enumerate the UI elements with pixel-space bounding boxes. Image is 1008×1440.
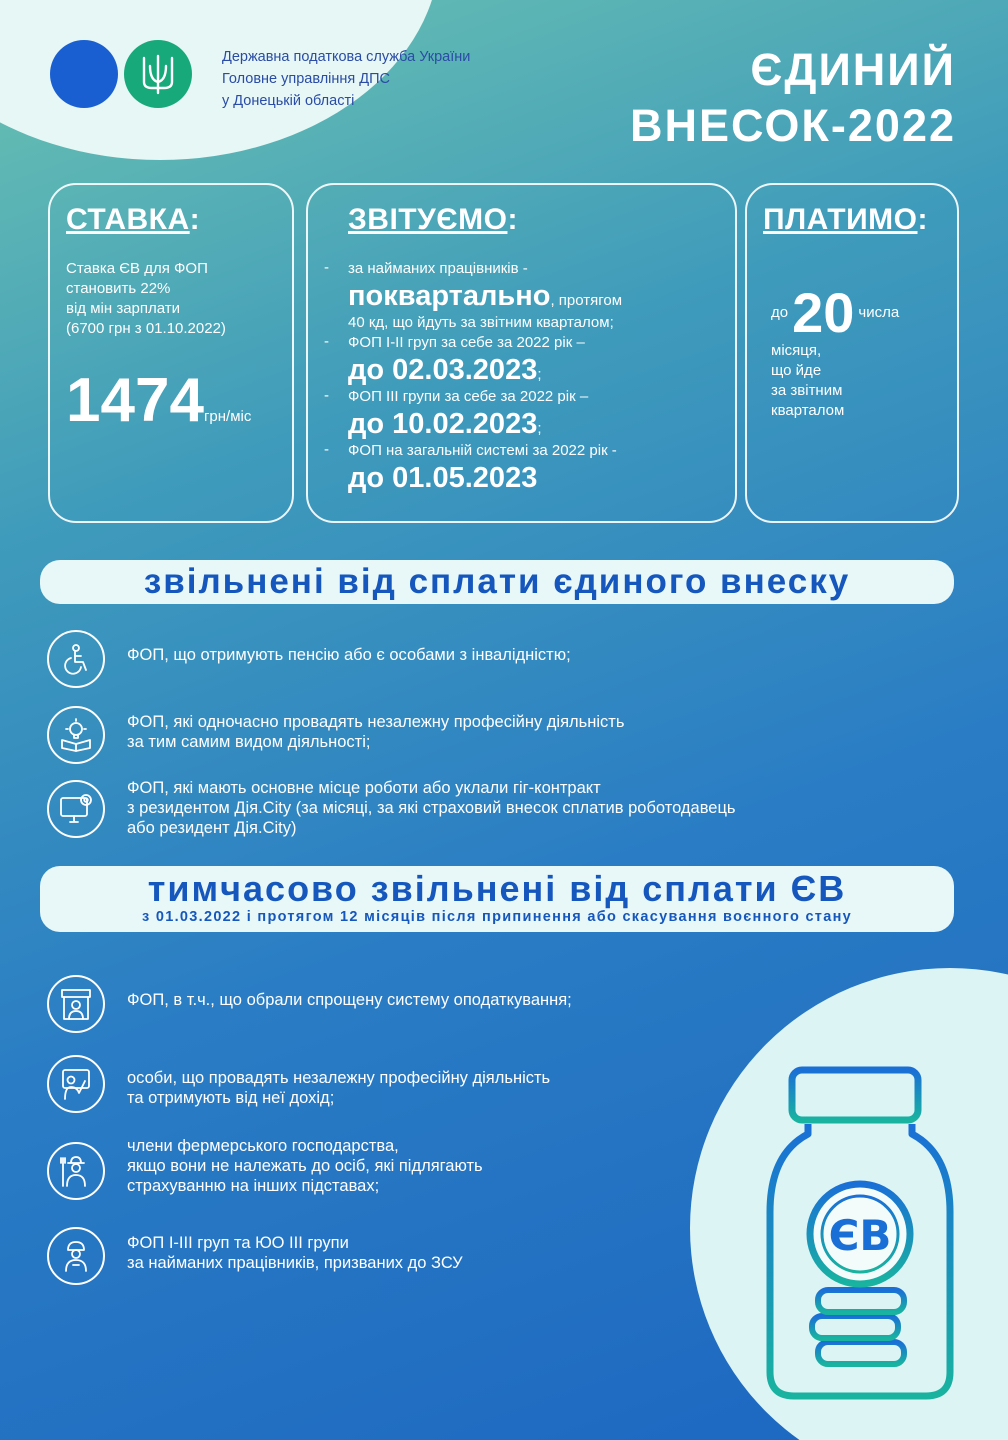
report-deadline: до 02.03.2023 [348,354,538,386]
rate-text-line: (6700 грн з 01.10.2022) [66,320,226,337]
temp-item-text [127,990,572,1010]
temp-item-text [127,1136,483,1196]
item-line: з резидентом Дія.City (за місяці, за які страховий внесок сплатив роботодавець [127,799,736,817]
title-line: ВНЕСОК-2022 [630,100,956,151]
report-heading: ЗВІТУЄМО: [348,203,518,236]
pay-text-line: кварталом [771,402,845,419]
pay-heading: ПЛАТИМО: [763,203,928,236]
page-title [630,42,956,154]
item-line: члени фермерського господарства, [127,1137,399,1155]
pay-day-number: 20 [792,281,855,344]
item-line: ФОП, в т.ч., що обрали спрощену систему оподаткування; [127,991,572,1009]
item-line: ФОП, які мають основне місце роботи або уклали гіг-контракт [127,779,601,797]
teacher-icon [47,1055,105,1113]
item-line: якщо вони не належать до осіб, які підлягають [127,1157,483,1175]
item-line: ФОП, що отримують пенсію або є особами з інвалідністю; [127,646,571,664]
organization-name [222,46,470,112]
temp-exempt-banner [40,866,954,932]
item-line: ФОП, які одночасно провадять незалежну професійну діяльність [127,713,625,731]
pay-text-line: місяця, [771,342,822,359]
bullet-dash: - [324,387,329,404]
item-line: або резидент Дія.City) [127,819,297,837]
pay-pre: до [771,303,789,321]
title-line: ЄДИНИЙ [750,44,956,95]
report-item [324,333,724,387]
report-deadline: до 10.02.2023 [348,408,538,440]
shop-icon [47,975,105,1033]
rate-text-line: становить 22% [66,280,171,297]
bullet-dash: - [324,333,329,350]
report-text: ; [537,366,542,383]
report-text: ФОП на загальній системі за 2022 рік - [348,442,617,459]
bullet-dash: - [324,441,329,458]
temp-item-text [127,1068,550,1108]
report-item [324,441,724,495]
exempt-item-text [127,778,736,838]
logo-blue-circle [50,40,118,108]
rate-text-line: Ставка ЄВ для ФОП [66,260,208,277]
report-text: ФОП III групи за себе за 2022 рік – [348,388,589,405]
report-text: ; [537,420,542,437]
exempt-item-text [127,645,571,665]
farmer-icon [47,1142,105,1200]
pay-post: числа [858,303,900,321]
pay-card [745,183,959,523]
rate-heading: СТАВКА: [66,203,201,236]
report-text: ФОП I-II груп за себе за 2022 рік – [348,334,585,351]
report-emphasis: поквартально [348,280,551,312]
bullet-dash: - [324,259,329,276]
book-idea-icon [47,706,105,764]
rate-text-line: від мін зарплати [66,300,181,317]
report-card [306,183,737,523]
pay-text-line: що йде [771,362,822,379]
exempt-banner [40,560,954,604]
org-line: Головне управління ДПС [222,71,391,87]
coin-jar-illustration [760,1062,960,1402]
report-deadline: до 01.05.2023 [348,462,538,494]
report-list [324,259,724,495]
pay-description [771,281,900,421]
org-line: Державна податкова служба України [222,49,471,65]
rate-amount: 1474грн/міс [66,366,252,435]
report-text: , протягом [550,292,623,309]
rate-unit: грн/міс [203,408,252,425]
item-line: за тим самим видом діяльності; [127,733,371,751]
rate-card [48,183,294,523]
item-line: ФОП I-III груп та ЮО III групи [127,1234,349,1252]
item-line: страхуванню на інших підставах; [127,1177,380,1195]
item-line: особи, що провадять незалежну професійну діяльність [127,1069,551,1087]
wheelchair-icon [47,630,105,688]
item-line: за найманих працівників, призваних до ЗСУ [127,1254,463,1272]
report-text: 40 кд, що йдуть за звітним кварталом; [348,314,614,331]
temp-exempt-subtitle: з 01.03.2022 і протягом 12 місяців після припинення або скасування воєнного стану [142,909,852,925]
computer-gear-icon [47,780,105,838]
report-item [324,259,724,333]
soldier-icon [47,1227,105,1285]
report-text: за найманих працівників - [348,260,528,277]
exempt-title: звільнені від сплати єдиного внеску [143,562,851,601]
pay-text-line: за звітним [771,382,843,399]
rate-description [66,259,226,339]
item-line: та отримують від неї дохід; [127,1089,335,1107]
report-item [324,387,724,441]
jar-label: ЄВ [828,1211,892,1260]
exempt-item-text [127,712,624,752]
org-line: у Донецькій області [222,93,355,109]
temp-item-text [127,1233,463,1273]
trident-icon [138,52,178,96]
temp-exempt-title: тимчасово звільнені від сплати ЄВ [147,868,847,909]
